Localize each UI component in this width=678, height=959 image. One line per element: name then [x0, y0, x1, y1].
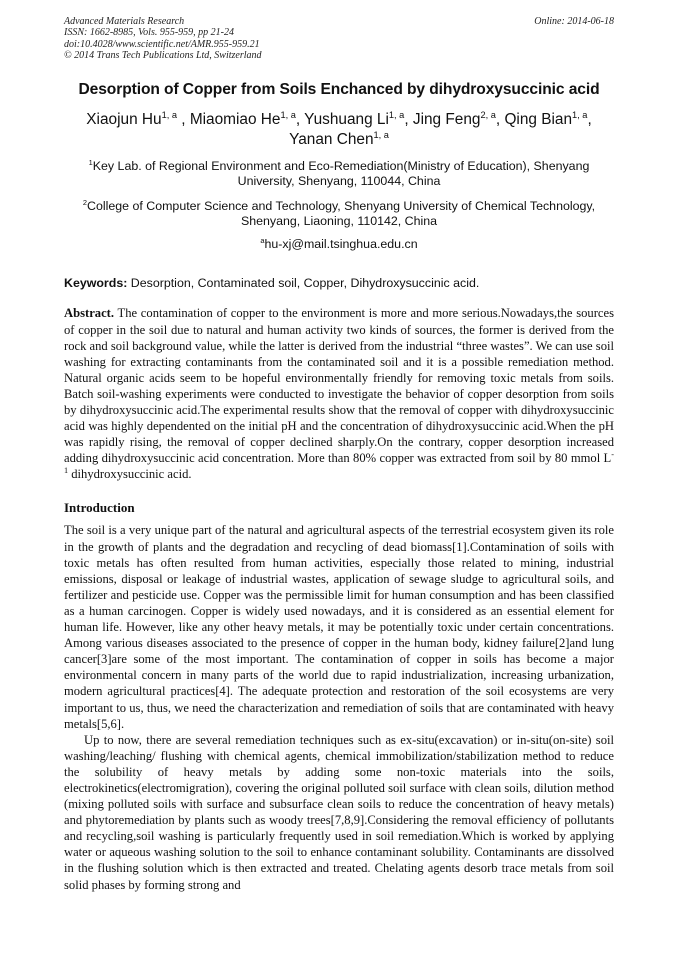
author-email: $^a$hu-xj@mail.tsinghua.edu.cn — [260, 236, 418, 252]
affiliation-2: $^2$College of Computer Science and Technology, Shenyang University of Chemical Technology, Shenyang, Liaoning, 110142, China — [82, 197, 596, 229]
journal-doi: doi:10.4028/www.scientific.net/AMR.955-959.21 — [64, 38, 260, 50]
section-heading-introduction: Introduction — [64, 500, 135, 516]
journal-issn: ISSN: 1662-8985, Vols. 955-959, pp 21-24 — [64, 27, 234, 39]
abstract-label: Abstract. — [64, 306, 115, 321]
author: Yushuang Li$^{1, a}$ — [304, 109, 405, 128]
introduction-body — [64, 522, 614, 892]
online-date: Online: 2014-06-18 — [534, 16, 614, 27]
keywords-text: Desorption, Contaminated soil, Copper, Dihydroxysuccinic acid. — [127, 276, 480, 291]
author: Xiaojun Hu$^{1, a}$ — [86, 109, 177, 128]
abstract: Abstract. The contamination of copper to the environment is more and more serious.Nowadays,the sources of copper in the soil due to natural and human activity two kinds of sources, the former is derived from the rock and soil background value, while the latter is derived from the industrial “three wastes”. We can use soil washing for extracting contaminants from the contaminated soil and it is a possible remediation method. Natural organic acids seem to be hopeful environmentally friendly for removing toxic metals from soils. Batch soil-washing experiments were conducted to investigate the behavior of copper desorption from soils by dihydroxysuccinic acid.The experimental results show that the removal of copper with dihydroxysuccinic acid was highly dependented on the initial pH and the concentration of dihydroxysuccinic acid.When the pH was rapidly rising, the removal of copper declined sharply.On the contrary, copper desorption increased adding dihydroxysuccinic acid concentration. More than 80% copper was extracted from soil by 80 mmol $L^{-1}$ dihydroxysuccinic acid. — [64, 306, 614, 482]
author: Qing Bian$^{1, a}$ — [504, 109, 588, 128]
paragraph: The soil is a very unique part of the natural and agricultural aspects of the terrestrial ecosystem given its role in the growth of plants and the degradation and recycling of dead biomass[1].Contamination of soils with toxic metals has often resulted from human activities, especially those related to mining, industrial emissions, disposal or leakage of industrial wastes, application of sewage sludge to agricultural soils, and fertilizer and pesticide use. Copper was the permissible limit for human consumption and has been classified as a human carcinogen. Copper is widely used nowadays, and it is considered as an essential element for human life. However, like any other heavy metals, it may be potentially toxic under certain concentrations. Among various diseases associated to the presence of copper in the human body, kidney failure[2]and lung cancer[3]are some of the most important. The contamination of copper in soils has become a major environmental concern in many parts of the world due to rapid industrialization, increasing urbanization, modern agricultural practices[4]. The adequate protection and restoration of the soil ecosystems are very important to us, thus, we need the characterization and remediation of soils that are contaminated with heavy metals[5,6]. — [64, 523, 614, 731]
keywords-label: Keywords: — [64, 276, 128, 291]
journal-header — [64, 16, 614, 62]
author: Yanan Chen$^{1, a}$ — [289, 129, 389, 148]
journal-copyright: © 2014 Trans Tech Publications Ltd, Switzerland — [64, 50, 262, 62]
affiliation-1: $^1$Key Lab. of Regional Environment and Eco-Remediation(Ministry of Education), Shenyang University, Shenyang, 110044, China — [88, 157, 590, 188]
keywords — [64, 276, 614, 290]
journal-name: Advanced Materials Research — [64, 16, 185, 27]
paper-title: Desorption of Copper from Soils Enchanced by dihydroxysuccinic acid — [78, 80, 600, 98]
author: Jing Feng$^{2, a}$ — [412, 109, 496, 128]
author: Miaomiao He$^{1, a}$ — [189, 109, 296, 128]
author-list: Xiaojun Hu$^{1, a}$ , Miaomiao He$^{1, a}$, Yushuang Li$^{1, a}$, Jing Feng$^{2, a}$, Qing Bian$^{1, a}$, Yanan Chen$^{1, a}$ — [86, 109, 592, 148]
paragraph: Up to now, there are several remediation techniques such as ex-situ(excavation) or in-situ(on-site) soil washing/leaching/ flushing with chemical agents, chemical immobilization/stabilization method to reduce the solubility of heavy metals by adding some non-toxic materials into the soils, electrokinetics(electromigration), covering the original polluted soil surface with clean soils, dilution method (mixing polluted soils with surface and subsurface clean soils to reduce the concentration of heavy metals) and phytoremediation by plants such as woody trees[7,8,9].Considering the removal efficiency of pollutants and recycling,soil washing is particularly frequently used in soil remediation.Which is worked by applying water or aqueous washing solution to the soil to enhance contaminant solubility. Contaminants are dissolved in the flushing solution which is then extracted and treated. Chelating agents desorb trace metals from soil solid phases by forming strong and — [64, 732, 614, 892]
